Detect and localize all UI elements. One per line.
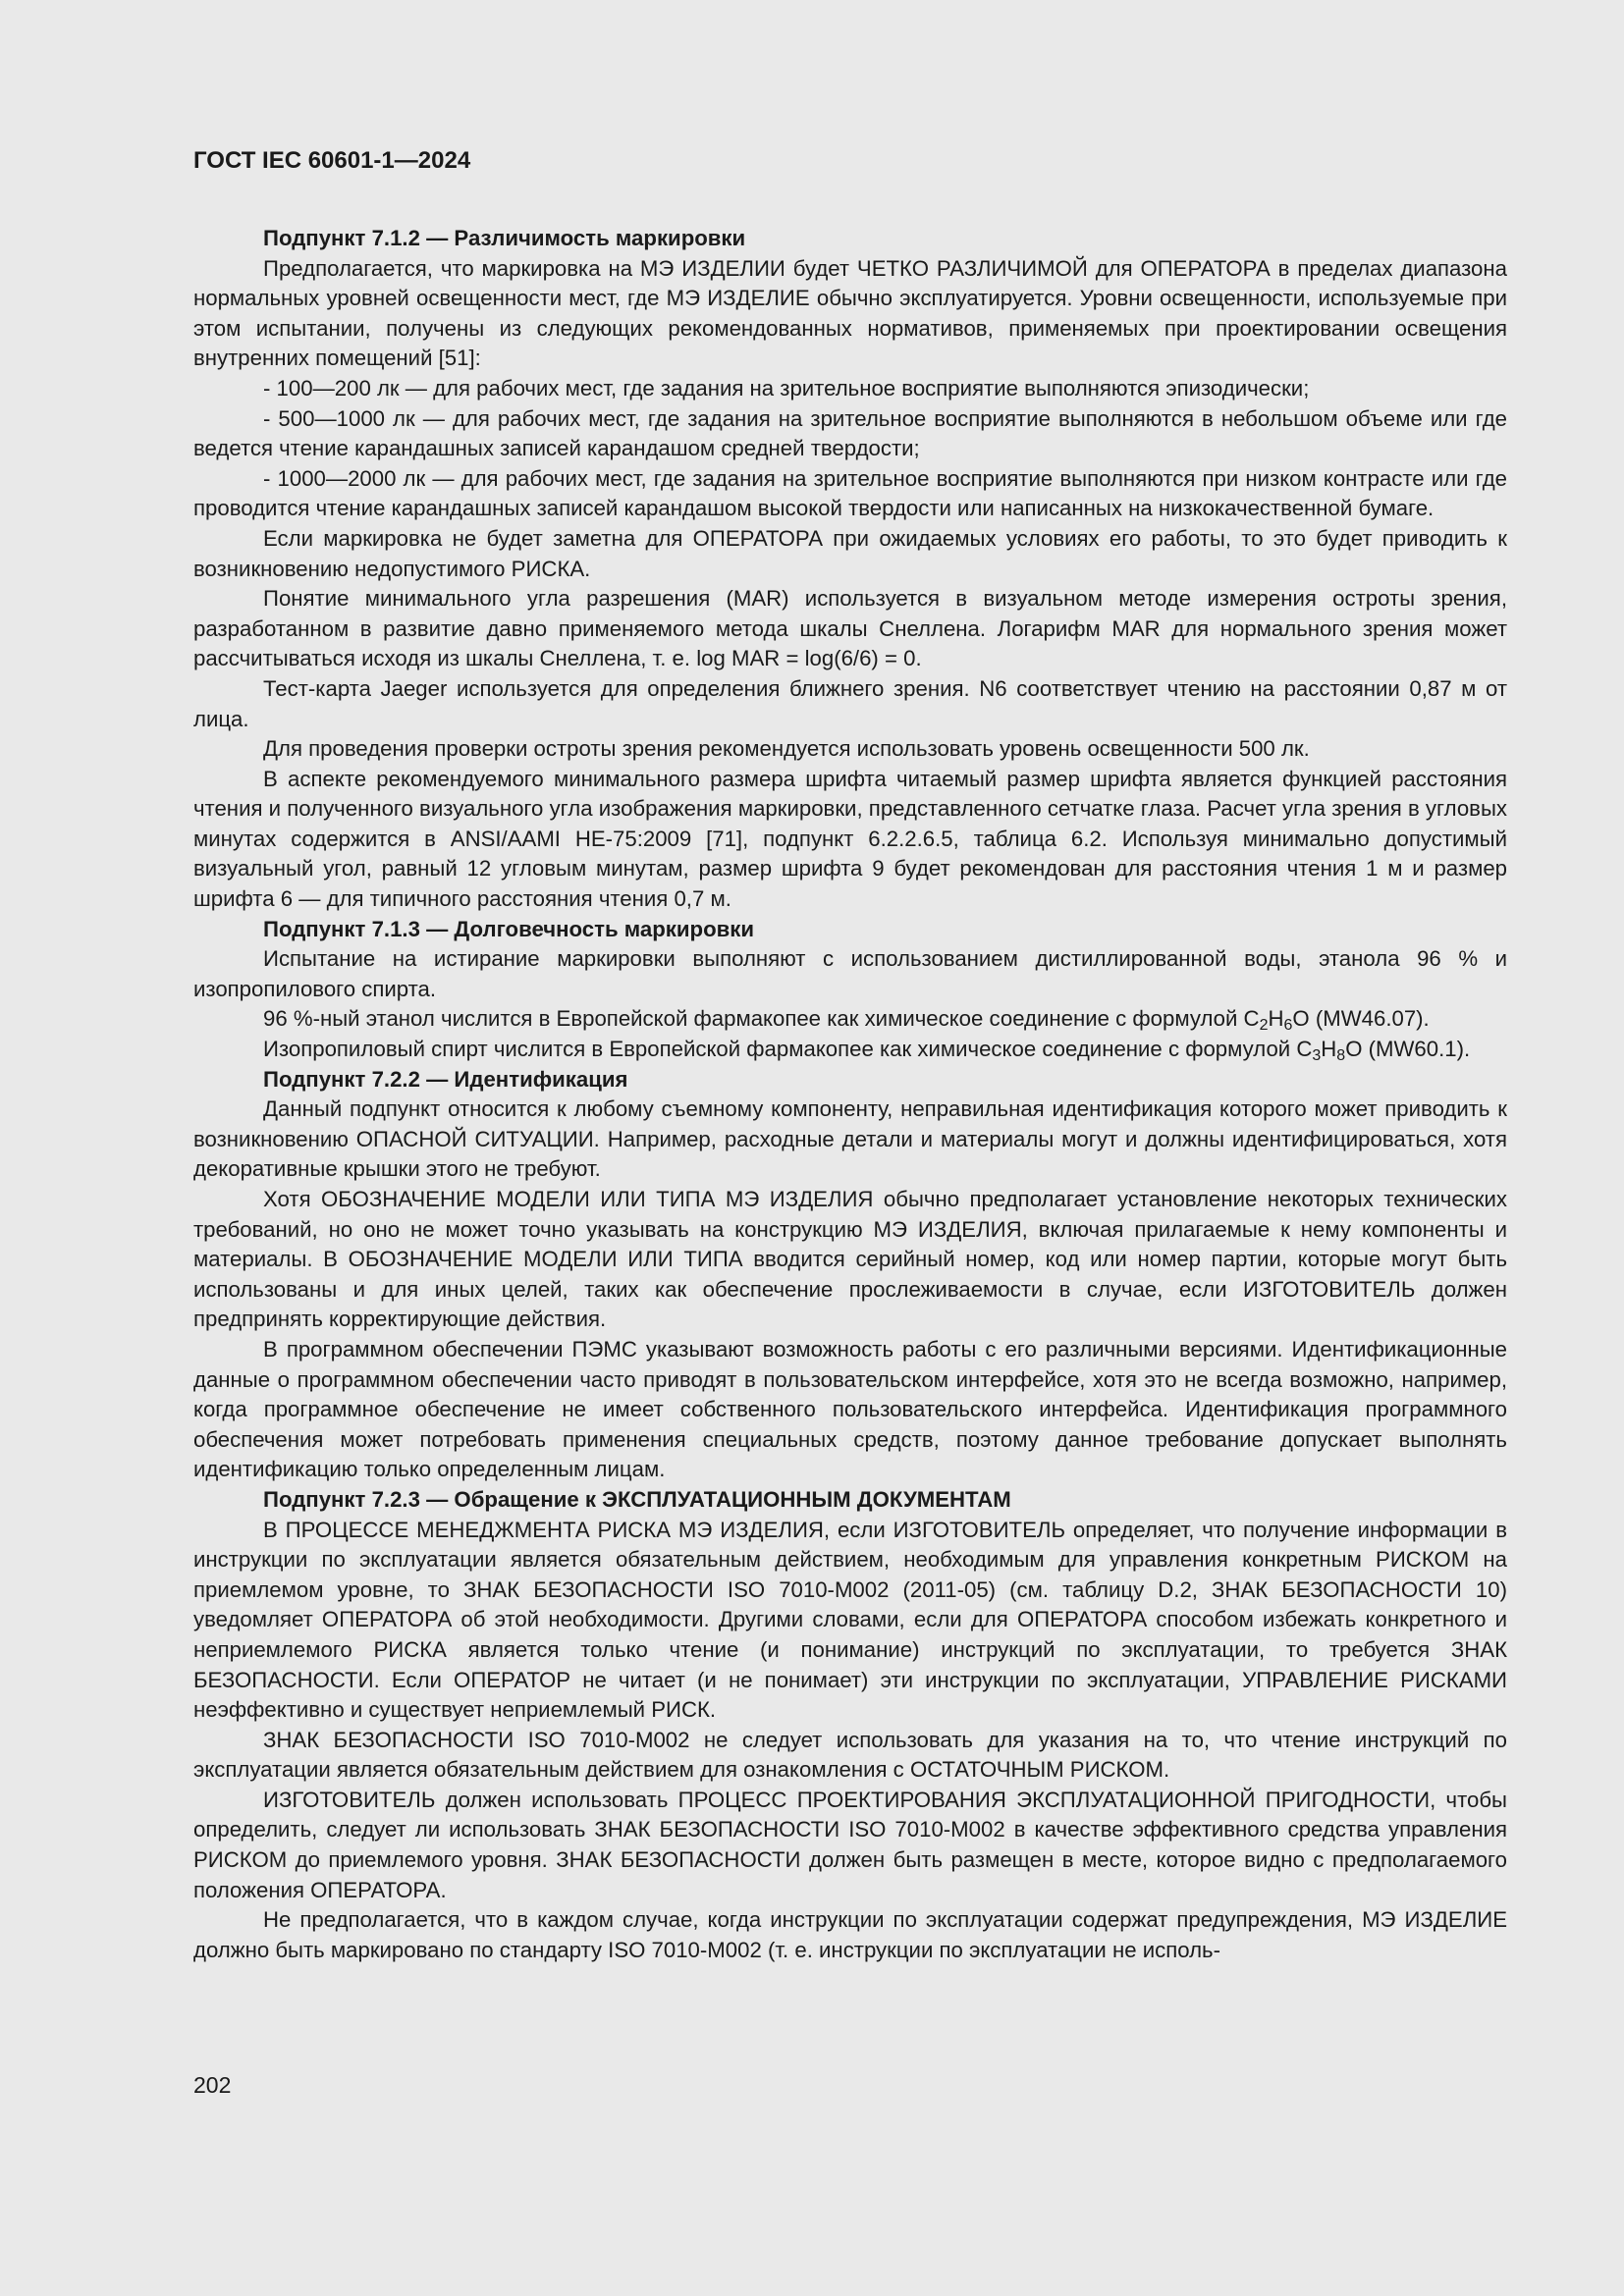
list-item: - 1000—2000 лк — для рабочих мест, где задания на зрительное восприятие выполняются при низком контрасте или где проводится чтение карандашных записей карандашом высокой твердости или написанных на низкокачественной бумаге.: [193, 465, 1507, 521]
list-item: - 100—200 лк — для рабочих мест, где задания на зрительное восприятие выполняются эпизодически;: [263, 375, 1310, 400]
page-number: 202: [193, 2072, 232, 2098]
paragraph: В аспекте рекомендуемого минимального размера шрифта читаемый размер шрифта является функцией расстояния чтения и полученного визуального угла изображения маркировки, представленного сетчатке глаза. Расчет угла зрения в угловых минутах содержится в ANSI/AAMI HE-75:2009 [71], подпункт 6.2.2.6.5, таблица 6.2. Используя минимально допустимый визуальный угол, равный 12 угловым минутам, размер шрифта 9 будет рекомендован для расстояния чтения 1 м и размер шрифта 6 — для типичного расстояния чтения 0,7 м.: [193, 766, 1507, 912]
paragraph: Хотя ОБОЗНАЧЕНИЕ МОДЕЛИ ИЛИ ТИПА МЭ ИЗДЕЛИЯ обычно предполагает установление некоторых технических требований, но оно не может точно указывать на конструкцию МЭ ИЗДЕЛИЯ, включая прилагаемые к нему компоненты и материалы. В ОБОЗНАЧЕНИЕ МОДЕЛИ ИЛИ ТИПА вводится серийный номер, код или номер партии, которые могут быть использованы и для иных целей, таких как обеспечение прослеживаемости в случае, если ИЗГОТОВИТЕЛЬ должен предпринять корректирующие действия.: [193, 1187, 1507, 1332]
paragraph: Понятие минимального угла разрешения (MAR) используется в визуальном методе измерения остроты зрения, разработанном в развитие давно применяемого метода шкалы Снеллена. Логарифм MAR для нормального зрения может рассчитываться исходя из шкалы Снеллена, т. е. log MAR = log(6/6) = 0.: [193, 586, 1507, 671]
paragraph-text: (MW60.1).: [1362, 1037, 1471, 1062]
paragraph: ЗНАК БЕЗОПАСНОСТИ ISO 7010-M002 не следует использовать для указания на то, что чтение инструкций по эксплуатации является обязательным действием для ознакомления с ОСТАТОЧНЫМ РИСКОМ.: [193, 1727, 1507, 1783]
section-heading: Подпункт 7.2.3 — Обращение к ЭКСПЛУАТАЦИОННЫМ ДОКУМЕНТАМ: [263, 1486, 1011, 1512]
paragraph: [193, 1035, 1507, 1065]
paragraph: Тест-карта Jaeger используется для определения ближнего зрения. N6 соответствует чтению на расстоянии 0,87 м от лица.: [193, 675, 1507, 731]
paragraph: ИЗГОТОВИТЕЛЬ должен использовать ПРОЦЕСС ПРОЕКТИРОВАНИЯ ЭКСПЛУАТАЦИОННОЙ ПРИГОДНОСТИ, чтобы определить, следует ли использовать ЗНАК БЕЗОПАСНОСТИ ISO 7010-M002 в качестве эффективного средства управления РИСКОМ до приемлемого уровня. ЗНАК БЕЗОПАСНОСТИ должен быть размещен в месте, которое видно с предполагаемого положения ОПЕРАТОРА.: [193, 1787, 1507, 1902]
chemical-formula: $C_3H_8O$: [1296, 1037, 1363, 1065]
paragraph: Испытание на истирание маркировки выполняют с использованием дистиллированной воды, этанола 96 % и изопропилового спирта.: [193, 946, 1507, 1001]
paragraph: Данный подпункт относится к любому съемному компоненту, неправильная идентификация которого может приводить к возникновению ОПАСНОЙ СИТУАЦИИ. Например, расходные детали и материалы могут и должны идентифицироваться, хотя декоративные крышки этого не требуют.: [193, 1096, 1507, 1182]
list-item: - 500—1000 лк — для рабочих мест, где задания на зрительное восприятие выполняются в небольшом объеме или где ведется чтение карандашных записей карандашом средней твердости;: [193, 405, 1507, 461]
paragraph: В ПРОЦЕССЕ МЕНЕДЖМЕНТА РИСКА МЭ ИЗДЕЛИЯ, если ИЗГОТОВИТЕЛЬ определяет, что получение информации в инструкции по эксплуатации является обязательным действием, необходимым для управления конкретным РИСКОМ на приемлемом уровне, то ЗНАК БЕЗОПАСНОСТИ ISO 7010-M002 (2011-05) (см. таблицу D.2, ЗНАК БЕЗОПАСНОСТИ 10) уведомляет ОПЕРАТОРА об этой необходимости. Другими словами, если для ОПЕРАТОРА способом избежать конкретного и неприемлемого РИСКА является только чтение (и понимание) инструкций по эксплуатации, то требуется ЗНАК БЕЗОПАСНОСТИ. Если ОПЕРАТОР не читает (и не понимает) эти инструкции по эксплуатации, УПРАВЛЕНИЕ РИСКАМИ неэффективно и существует неприемлемый РИСК.: [193, 1517, 1507, 1723]
paragraph-text: Изопропиловый спирт числится в Европейской фармакопее как химическое соединение с формулой: [263, 1037, 1297, 1062]
paragraph-text: (MW46.07).: [1309, 1006, 1430, 1032]
paragraph-text: 96 %-ный этанол числится в Европейской фармакопее как химическое соединение с формулой: [263, 1006, 1244, 1032]
paragraph: Не предполагается, что в каждом случае, когда инструкции по эксплуатации содержат предупреждения, МЭ ИЗДЕЛИЕ должно быть маркировано по стандарту ISO 7010-M002 (т. е. инструкции по эксплуатации не исполь-: [193, 1907, 1507, 1962]
document-body: [193, 224, 1507, 1965]
document-code: ГОСТ IEC 60601-1—2024: [193, 147, 471, 174]
section-heading: Подпункт 7.1.3 — Долговечность маркировки: [263, 916, 755, 941]
paragraph: Для проведения проверки остроты зрения рекомендуется использовать уровень освещенности 500 лк.: [263, 736, 1310, 762]
section-heading: Подпункт 7.1.2 — Различимость маркировки: [263, 226, 746, 250]
paragraph: В программном обеспечении ПЭМС указывают возможность работы с его различными версиями. Идентификационные данные о программном обеспечении часто приводят в пользовательском интерфейсе, хотя это не всегда возможно, например, когда программное обеспечение не имеет собственного пользовательского интерфейса. Идентификация программного обеспечения может потребовать применения специальных средств, поэтому данное требование допускает выполнять идентификацию только определенным лицам.: [193, 1336, 1507, 1482]
paragraph: [193, 1004, 1507, 1035]
section-heading: Подпункт 7.2.2 — Идентификация: [263, 1066, 628, 1092]
chemical-formula: $C_2H_6O$: [1243, 1006, 1310, 1035]
paragraph: Предполагается, что маркировка на МЭ ИЗДЕЛИИ будет ЧЕТКО РАЗЛИЧИМОЙ для ОПЕРАТОРА в пределах диапазона нормальных уровней освещенности мест, где МЭ ИЗДЕЛИЕ обычно эксплуатируется. Уровни освещенности, используемые при этом испытании, получены из следующих рекомендованных нормативов, применяемых при проектировании освещения внутренних помещений [51]:: [193, 255, 1507, 371]
paragraph: Если маркировка не будет заметна для ОПЕРАТОРА при ожидаемых условиях его работы, то это будет приводить к возникновению недопустимого РИСКА.: [193, 525, 1507, 581]
